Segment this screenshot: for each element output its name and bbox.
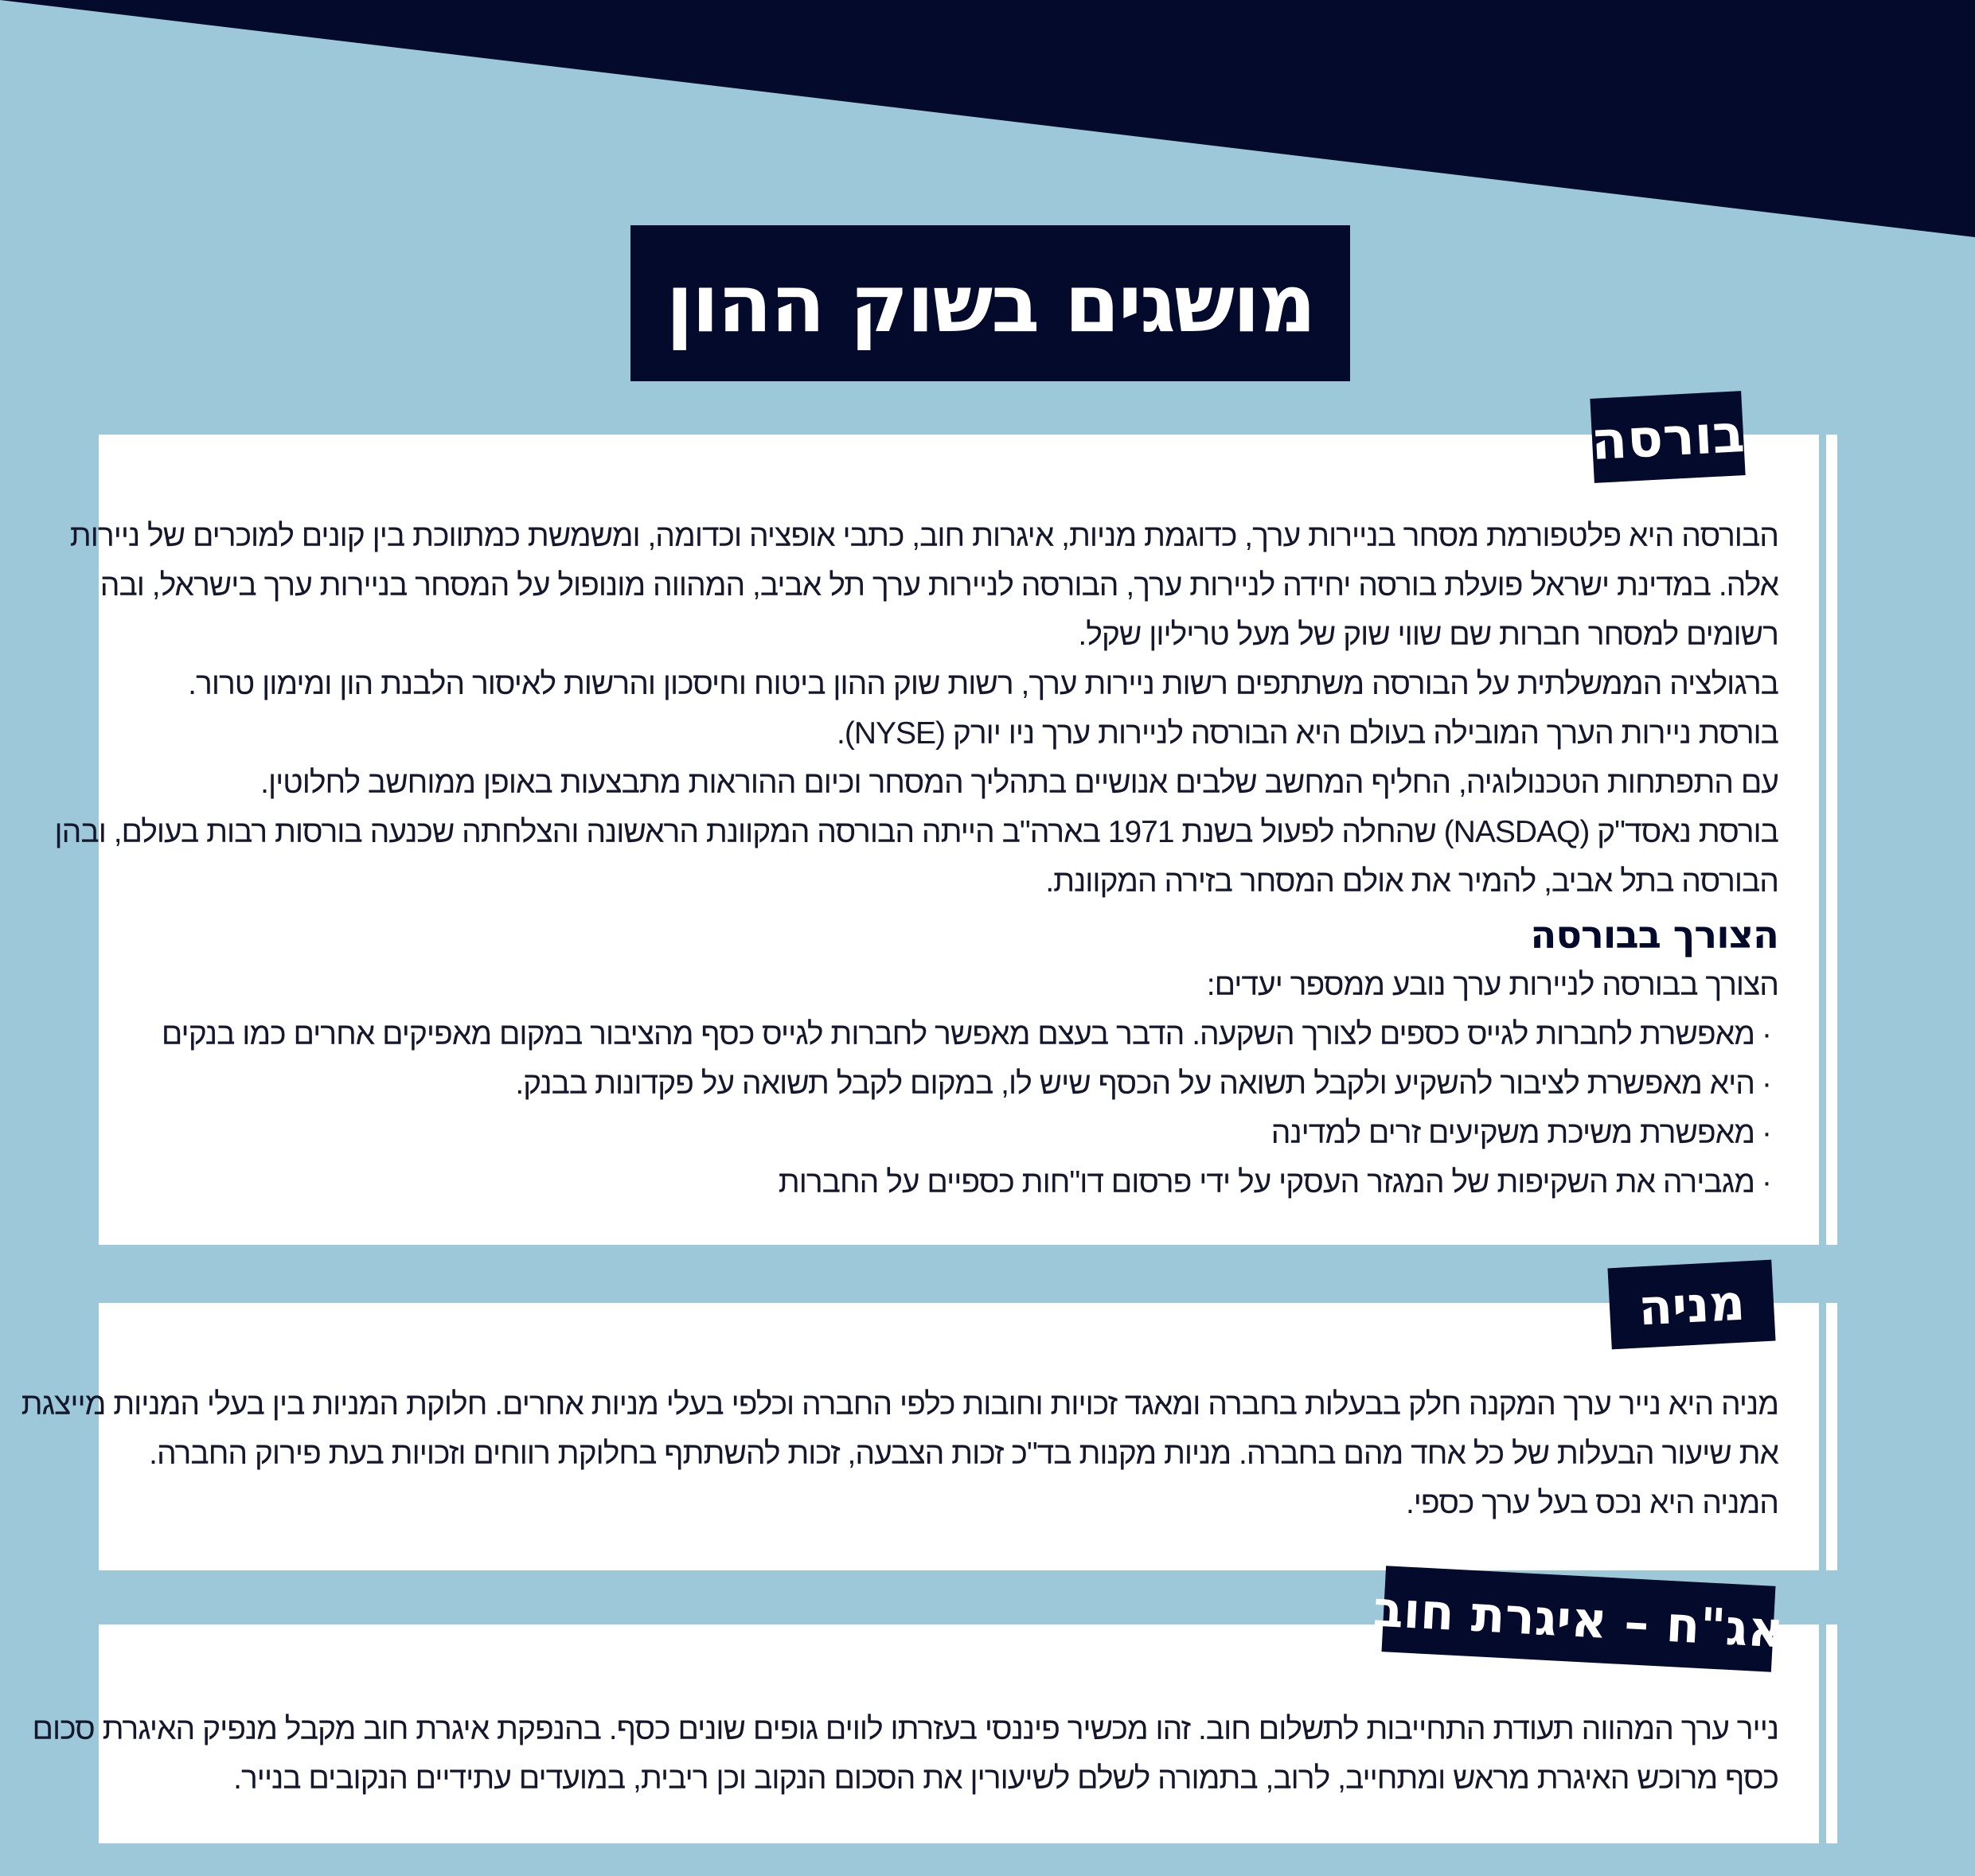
need-heading: הצורך בבורסה [1530,913,1778,958]
bullet-icon: · [1762,1017,1771,1051]
bond-paragraph: נייר ערך המהווה תעודת התחייבות לתשלום חוב. זהו מכשיר פיננסי בעזרתו לווים גופים שונים כסף. בהנפקת איגרת חוב מקבל מנפיק האיגרת סכום [32,1712,1778,1746]
list-item-text: מגבירה את השקיפות של המגזר העסקי על ידי פרסום דו"חות כספיים על החברות [778,1165,1754,1199]
bursa-paragraph: ברגולציה הממשלתית על הבורסה משתתפים רשות ניירות ערך, רשות שוק ההון ביטוח וחיסכון והרשות לאיסור הלבנת הון ומימון טרור. [188,667,1778,701]
need-list [162,1010,1778,1207]
bursa-paragraph: בורסת נאסד"ק (NASDAQ) שהחלה לפעול בשנת 1971 בארה"ב הייתה הבורסה המקוונת הראשונה והצלחתה שכנעה בורסות רבות בעולם, ובהן [54,815,1778,849]
share-body [21,1380,1778,1528]
bursa-panel-edge [1826,435,1837,1245]
bond-paragraph: כסף מרוכש האיגרת מראש ומתחייב, לרוב, בתמורה לשלם לשיעורין את הסכום הנקוב וכן ריבית, במועדים עתידיים הנקובים בנייר. [233,1761,1778,1796]
top-diagonal-band [0,0,1975,239]
share-paragraph: את שיעור הבעלות של כל אחד מהם בחברה. מניות מקנות בד"כ זכות הצבעה, זכות להשתתף בחלוקת רווחים וזכויות בעת פירוק החברה. [149,1437,1778,1471]
bond-tag: אג"ח – איגרת חוב [1382,1566,1776,1671]
list-item-text: היא מאפשרת לציבור להשקיע ולקבל תשואה על הכסף שיש לו, במקום לקבל תשואה על פקדונות בבנק. [515,1067,1754,1101]
bond-body [32,1705,1778,1804]
list-item [162,1158,1778,1207]
list-item [162,1010,1778,1059]
share-paragraph: המניה היא נכס בעל ערך כספי. [1405,1486,1778,1520]
bursa-paragraph: אלה. במדינת ישראל פועלת בורסה יחידה לניירות ערך, הבורסה לניירות ערך תל אביב, המהווה מונופול על המסחר בניירות ערך בישראל, ובה [100,568,1778,603]
bullet-icon: · [1762,1116,1771,1150]
bursa-paragraph: בורסת ניירות הערך המובילה בעולם היא הבורסה לניירות ערך ניו יורק (NYSE). [836,716,1778,751]
need-intro: הצורך בבורסה לניירות ערך נובע ממספר יעדים: [1206,968,1778,1002]
list-item-text: מאפשרת משיכת משקיעים זרים למדינה [1270,1116,1754,1150]
list-item [162,1109,1778,1158]
list-item [162,1059,1778,1109]
bond-panel-edge [1826,1624,1837,1843]
bursa-paragraph: הבורסה היא פלטפורמת מסחר בניירות ערך, כדוגמת מניות, איגרות חוב, כתבי אופציה וכדומה, ומשמשת כמתווכת בין קונים למוכרים של ניירות [69,519,1778,553]
bursa-paragraph: רשומים למסחר חברות שם שווי שוק של מעל טריליון שקל. [1078,618,1778,652]
share-panel-edge [1826,1303,1837,1570]
page-title: מושגים בשוק ההון [630,225,1350,381]
list-item-text: מאפשרת לחברות לגייס כספים לצורך השקעה. הדבר בעצם מאפשר לחברות לגייס כסף מהציבור במקום מאפיקים אחרים כמו בנקים [161,1017,1754,1051]
bullet-icon: · [1762,1067,1771,1101]
share-paragraph: מניה היא נייר ערך המקנה חלק בבעלות בחברה ומאגד זכויות וחובות כלפי החברה וכלפי בעלי מניות אחרים. חלוקת המניות בין בעלי המניות מייצגת [21,1387,1778,1422]
bullet-icon: · [1762,1165,1771,1199]
bursa-body [54,512,1778,1207]
bursa-tag: בורסה [1590,391,1745,483]
share-tag: מניה [1607,1260,1775,1350]
bursa-paragraph: עם התפתחות הטכנולוגיה, החליף המחשב שלבים אנושיים בתהליך המסחר וכיום ההוראות מתבצעות באופן ממוחשב לחלוטין. [260,766,1778,800]
bursa-paragraph: הבורסה בתל אביב, להמיר את אולם המסחר בזירה המקוונת. [1045,864,1778,899]
